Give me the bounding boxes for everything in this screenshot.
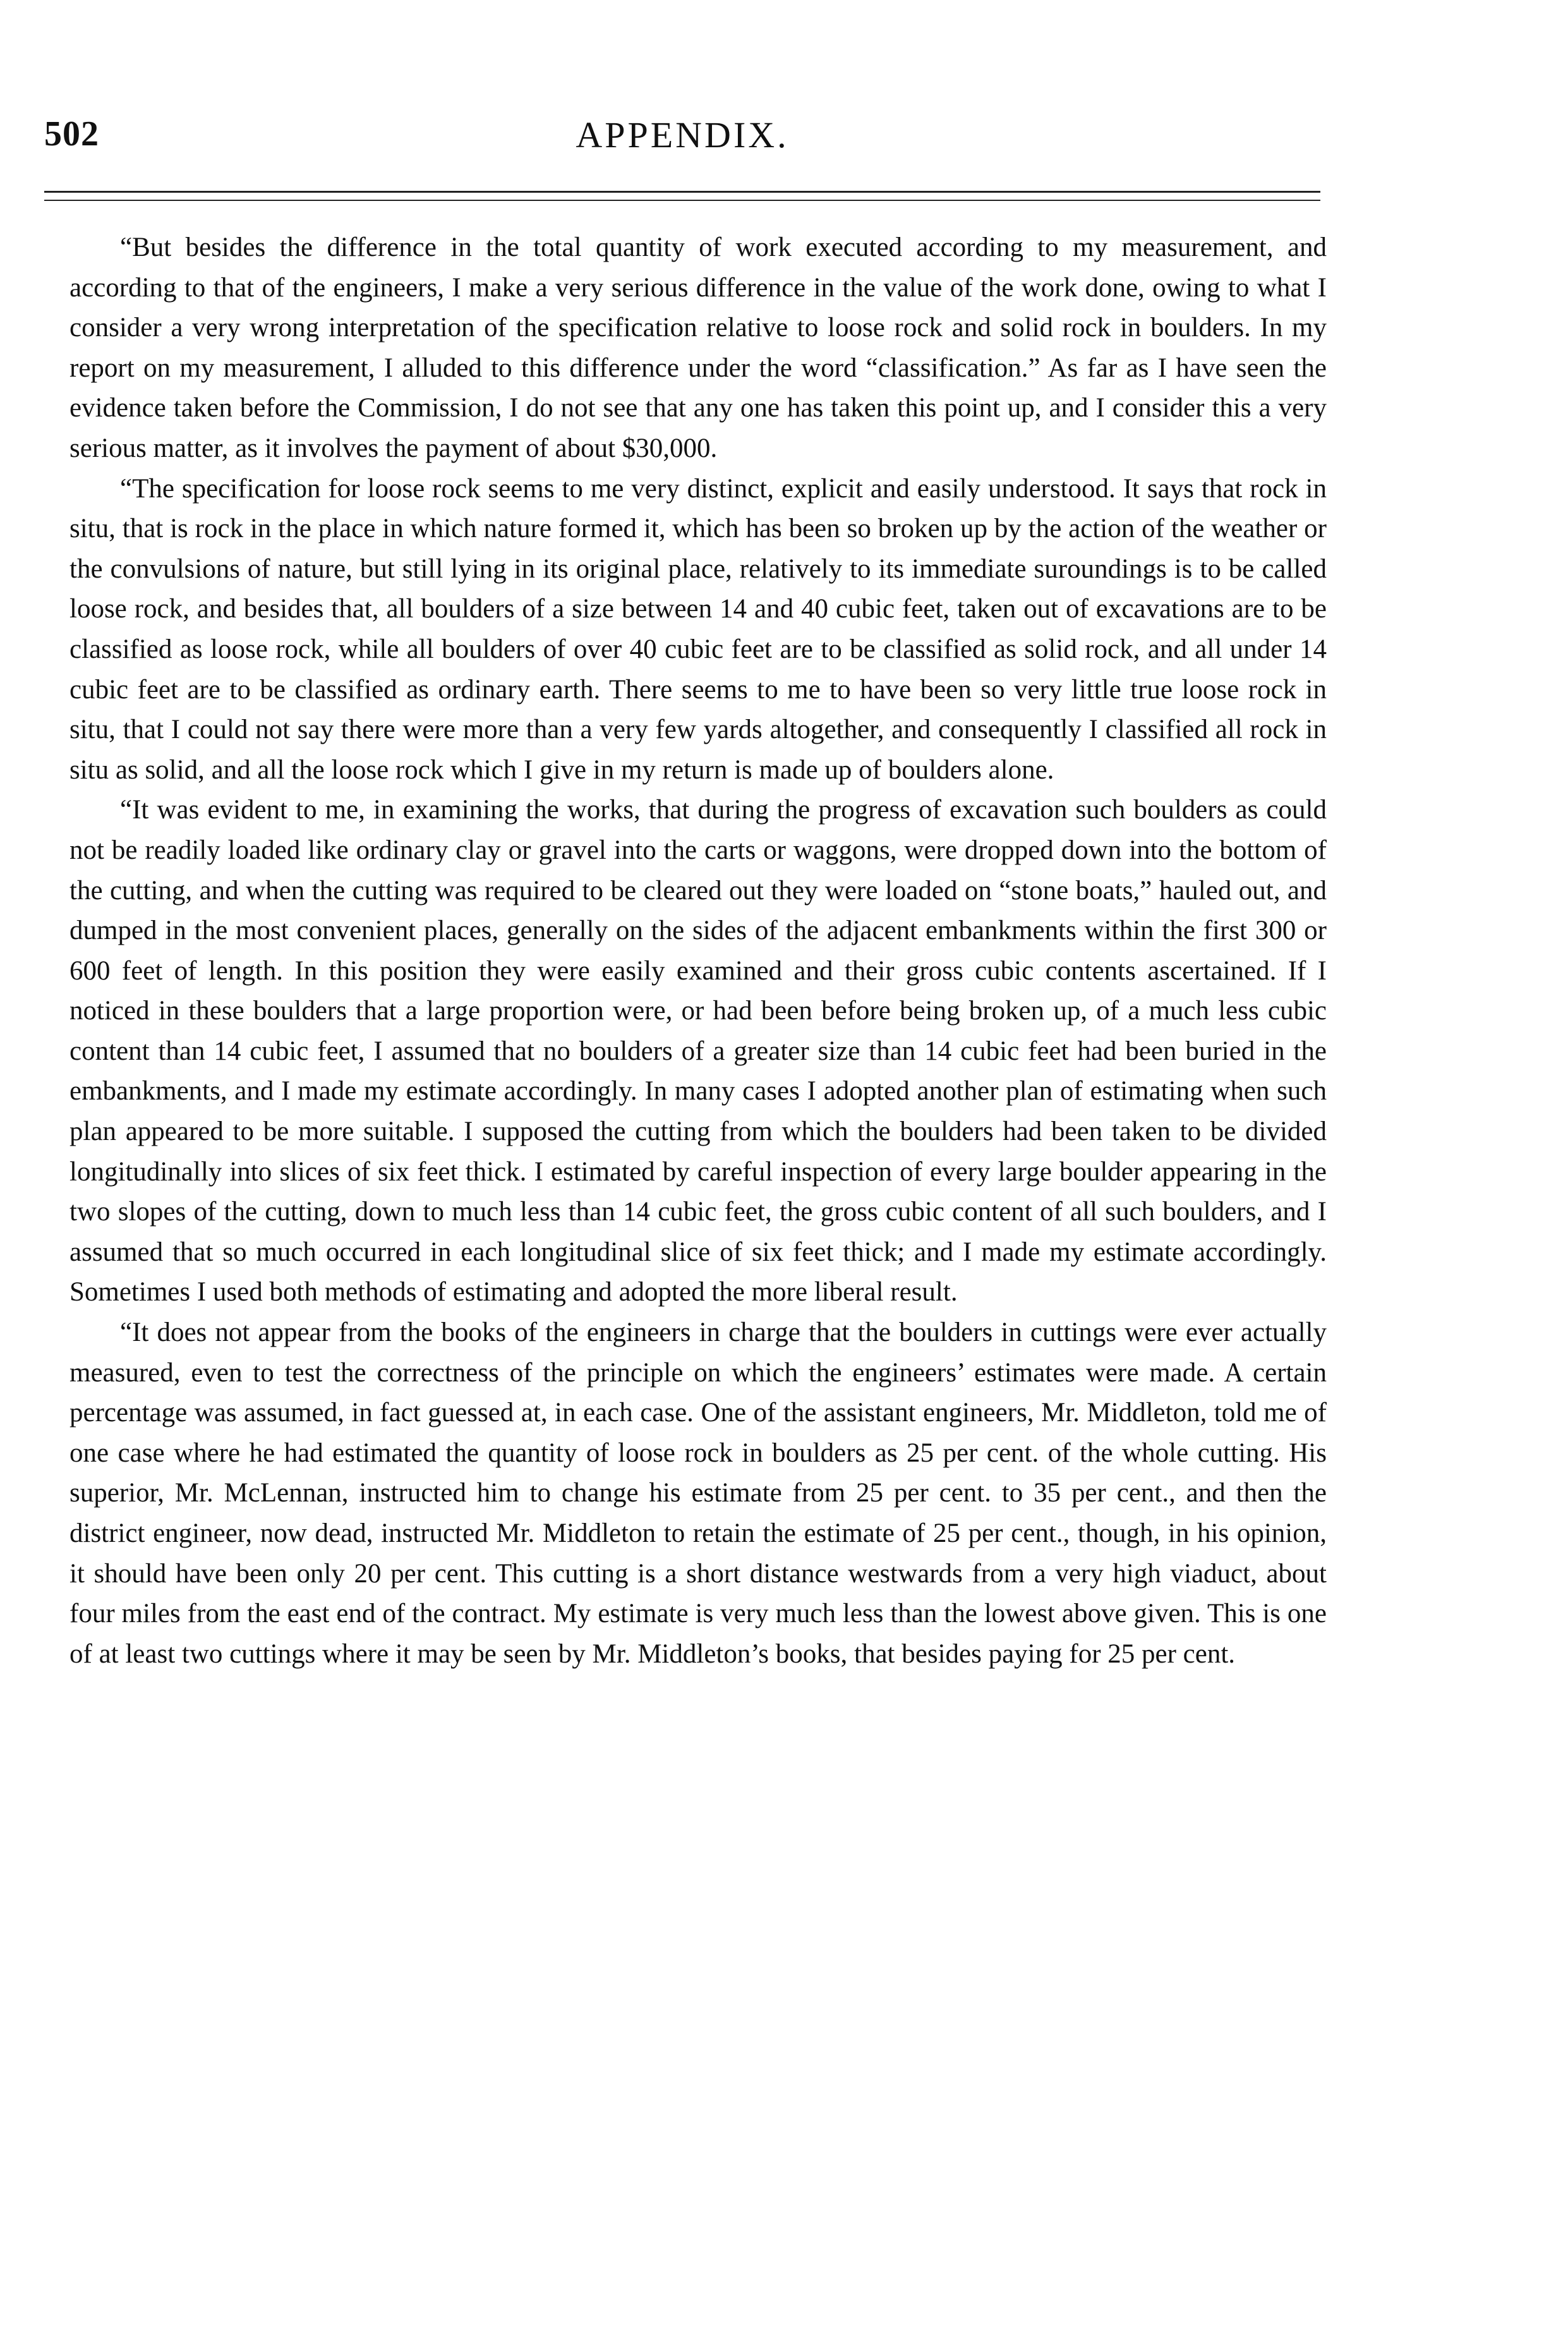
paragraph-3: “It was evident to me, in examining the works, that during the progress of excavation such boulders as could not be readily loaded like ordinary clay or gravel into the carts or waggons, were dropped down into the bottom of the cutting, and when the cutting was required to be cleared out they were loaded on “stone boats,” hauled out, and dumped in the most convenient places, generally on the sides of the adjacent embankments within the first 300 or 600 feet of length. In this position they were easily examined and their gross cubic contents ascertained. If I noticed in these boulders that a large proportion were, or had been before being broken up, of a much less cubic content than 14 cubic feet, I assumed that no boulders of a greater size than 14 cubic feet had been buried in the embankments, and I made my estimate accordingly. In many cases I adopted another plan of estimating when such plan appeared to be more suitable. I supposed the cutting from which the boulders had been taken to be divided longitudinally into slices of six feet thick. I estimated by careful inspection of every large boulder appearing in the two slopes of the cutting, down to much less than 14 cubic feet, the gross cubic content of all such boulders, and I assumed that so much occurred in each longitudinal slice of six feet thick; and I made my estimate accordingly. Sometimes I used both methods of estimating and adopted the more liberal result. bbox=[69, 795, 1327, 1307]
paragraph-1: “But besides the difference in the total quantity of work executed according to my measurement, and according to that of the engineers, I make a very serious difference in the value of the work done, owing to what I consider a very wrong interpretation of the specification relative to loose rock and solid rock in boulders. In my report on my measurement, I alluded to this difference under the word “classification.” As far as I have seen the evidence taken before the Commission, I do not see that any one has taken this point up, and I consider this a very serious matter, as it involves the payment of about $30,000. bbox=[69, 233, 1327, 463]
paragraph-2: “The specification for loose rock seems to me very distinct, explicit and easily understood. It says that rock in situ, that is rock in the place in which nature formed it, which has been so broken up by the action of the weather or the convulsions of nature, but still lying in its original place, relatively to its immediate suroundings is to be called loose rock, and besides that, all boulders of a size between 14 and 40 cubic feet, taken out of excavations are to be classified as loose rock, while all boulders of over 40 cubic feet are to be classified as solid rock, and all under 14 cubic feet are to be classified as ordinary earth. There seems to me to have been so very little true loose rock in situ, that I could not say there were more than a very few yards altogether, and consequently I classified all rock in situ as solid, and all the loose rock which I give in my return is made up of boulders alone. bbox=[69, 473, 1327, 785]
paragraph-4: “It does not appear from the books of the engineers in charge that the boulders in cuttings were ever actually measured, even to test the correctness of the principle on which the engineers’ estimates were made. A certain percentage was assumed, in fact guessed at, in each case. One of the assistant engineers, Mr. Middleton, told me of one case where he had estimated the quantity of loose rock in boulders as 25 per cent. of the whole cutting. His superior, Mr. McLennan, instructed him to change his estimate from 25 per cent. to 35 per cent., and then the district engineer, now dead, instructed Mr. Middleton to retain the estimate of 25 per cent., though, in his opinion, it should have been only 20 per cent. This cutting is a short distance westwards from a very high viaduct, about four miles from the east end of the contract. My estimate is very much less than the lowest above given. This is one of at least two cuttings where it may be seen by Mr. Middleton’s books, that besides paying for 25 per cent. bbox=[69, 1318, 1327, 1669]
page-header bbox=[44, 114, 1320, 164]
running-head: APPENDIX. bbox=[576, 114, 789, 155]
header-rule-secondary bbox=[44, 200, 1320, 201]
header-rule bbox=[44, 191, 1320, 193]
page-number: 502 bbox=[44, 114, 99, 154]
body-text bbox=[69, 227, 1327, 1674]
